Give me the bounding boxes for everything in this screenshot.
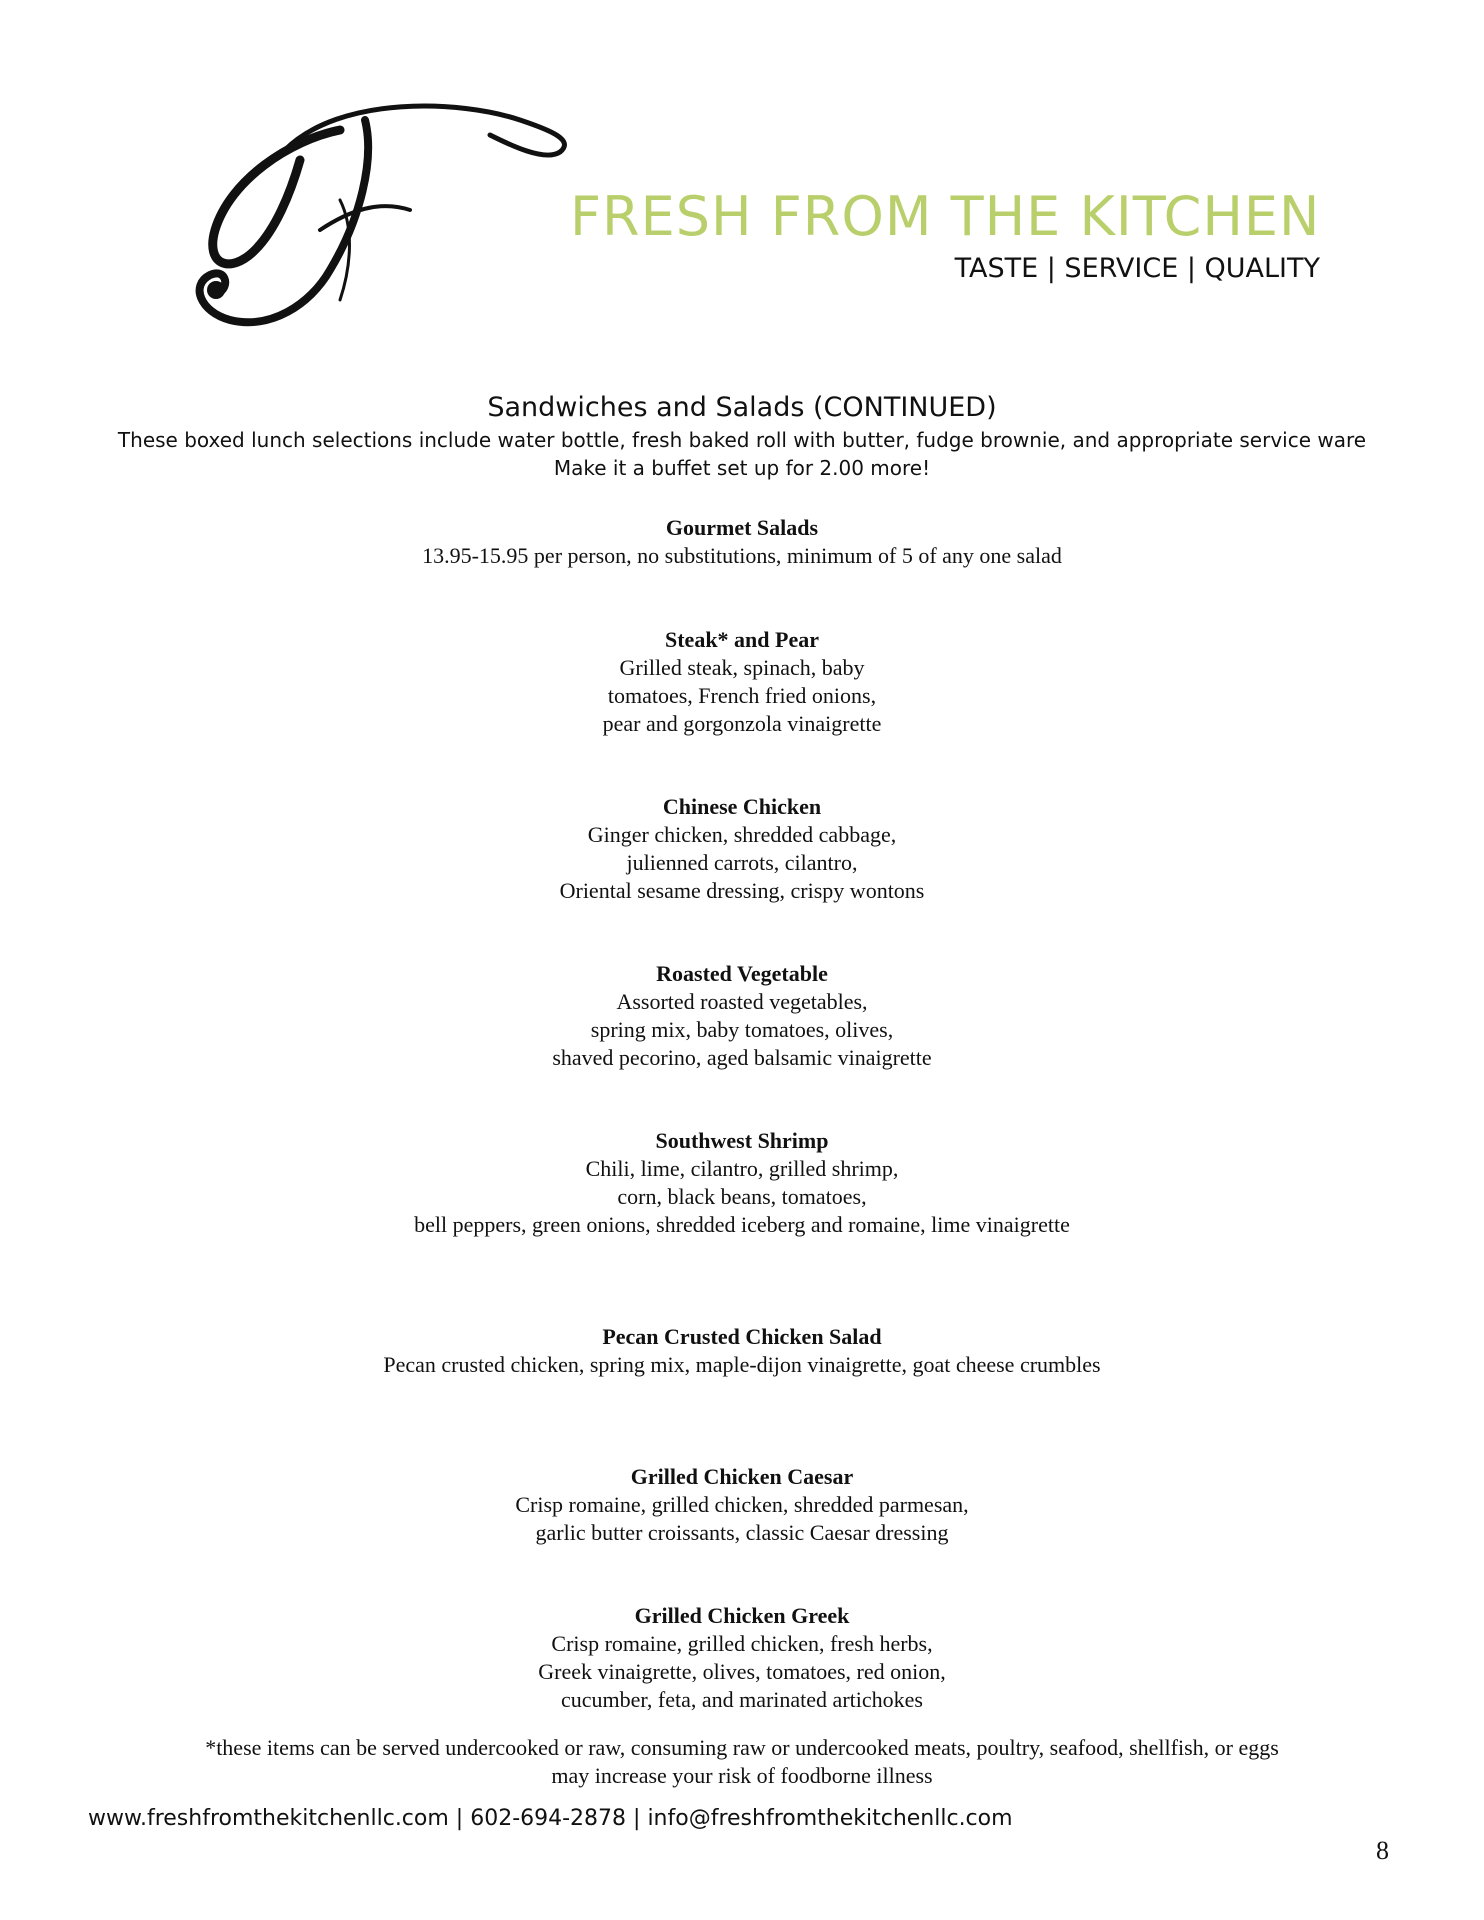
item-description-line: pear and gorgonzola vinaigrette (602, 711, 882, 736)
item-description-line: julienned carrots, cilantro, (626, 850, 858, 875)
footnote-line: may increase your risk of foodborne illness (551, 1763, 933, 1788)
item-description-line: corn, black beans, tomatoes, (617, 1184, 867, 1209)
brand-title: FRESH FROM THE KITCHEN (570, 185, 1321, 248)
item-description-line: Crisp romaine, grilled chicken, shredded parmesan, (515, 1492, 969, 1517)
item-description-line: cucumber, feta, and marinated artichokes (561, 1687, 923, 1712)
item-description-line: spring mix, baby tomatoes, olives, (590, 1017, 894, 1042)
item-name: Pecan Crusted Chicken Salad (602, 1324, 882, 1349)
menu-item (0, 1602, 1484, 1714)
item-description-line: Assorted roasted vegetables, (616, 989, 868, 1014)
gourmet-salads-title: Gourmet Salads (665, 515, 819, 540)
menu-item (0, 626, 1484, 738)
item-name: Southwest Shrimp (655, 1128, 829, 1153)
buffet-note: Make it a buffet set up for 2.00 more! (553, 456, 931, 480)
item-description-line: Greek vinaigrette, olives, tomatoes, red onion, (538, 1659, 946, 1684)
item-description-line: Ginger chicken, shredded cabbage, (587, 822, 897, 847)
section-description: These boxed lunch selections include water bottle, fresh baked roll with butter, fudge brownie, and appropriate service ware (117, 428, 1367, 452)
brand-tagline: TASTE | SERVICE | QUALITY (954, 253, 1320, 284)
page-number: 8 (1376, 1836, 1389, 1865)
menu-item (0, 1323, 1484, 1379)
item-name: Grilled Chicken Caesar (630, 1464, 854, 1489)
script-f-monogram-icon (190, 100, 590, 350)
item-description-line: Pecan crusted chicken, spring mix, maple-dijon vinaigrette, goat cheese crumbles (383, 1352, 1101, 1377)
item-name: Roasted Vegetable (656, 961, 828, 986)
item-description-line: garlic butter croissants, classic Caesar dressing (535, 1520, 949, 1545)
menu-item (0, 960, 1484, 1072)
item-description-line: Crisp romaine, grilled chicken, fresh herbs, (551, 1631, 933, 1656)
contact-line: www.freshfromthekitchenllc.com | 602-694-2878 | info@freshfromthekitchenllc.com (88, 1806, 1013, 1831)
item-name: Grilled Chicken Greek (634, 1603, 850, 1628)
footnote-line: *these items can be served undercooked or raw, consuming raw or undercooked meats, poultry, seafood, shellfish, or eggs (205, 1735, 1279, 1760)
food-safety-footnote (0, 1734, 1484, 1790)
menu-item (0, 793, 1484, 905)
item-description-line: bell peppers, green onions, shredded iceberg and romaine, lime vinaigrette (414, 1212, 1070, 1237)
gourmet-salads-pricing: 13.95-15.95 per person, no substitutions, minimum of 5 of any one salad (422, 543, 1062, 568)
gourmet-salads-block (0, 514, 1484, 570)
section-title: Sandwiches and Salads (CONTINUED) (487, 392, 997, 423)
item-name: Chinese Chicken (662, 794, 822, 819)
item-name: Steak* and Pear (665, 627, 819, 652)
item-description-line: tomatoes, French fried onions, (607, 683, 877, 708)
item-description-line: Oriental sesame dressing, crispy wontons (559, 878, 925, 903)
item-description-line: Chili, lime, cilantro, grilled shrimp, (585, 1156, 899, 1181)
item-description-line: Grilled steak, spinach, baby (619, 655, 865, 680)
item-description-line: shaved pecorino, aged balsamic vinaigrette (552, 1045, 932, 1070)
menu-item (0, 1127, 1484, 1239)
menu-item (0, 1463, 1484, 1547)
